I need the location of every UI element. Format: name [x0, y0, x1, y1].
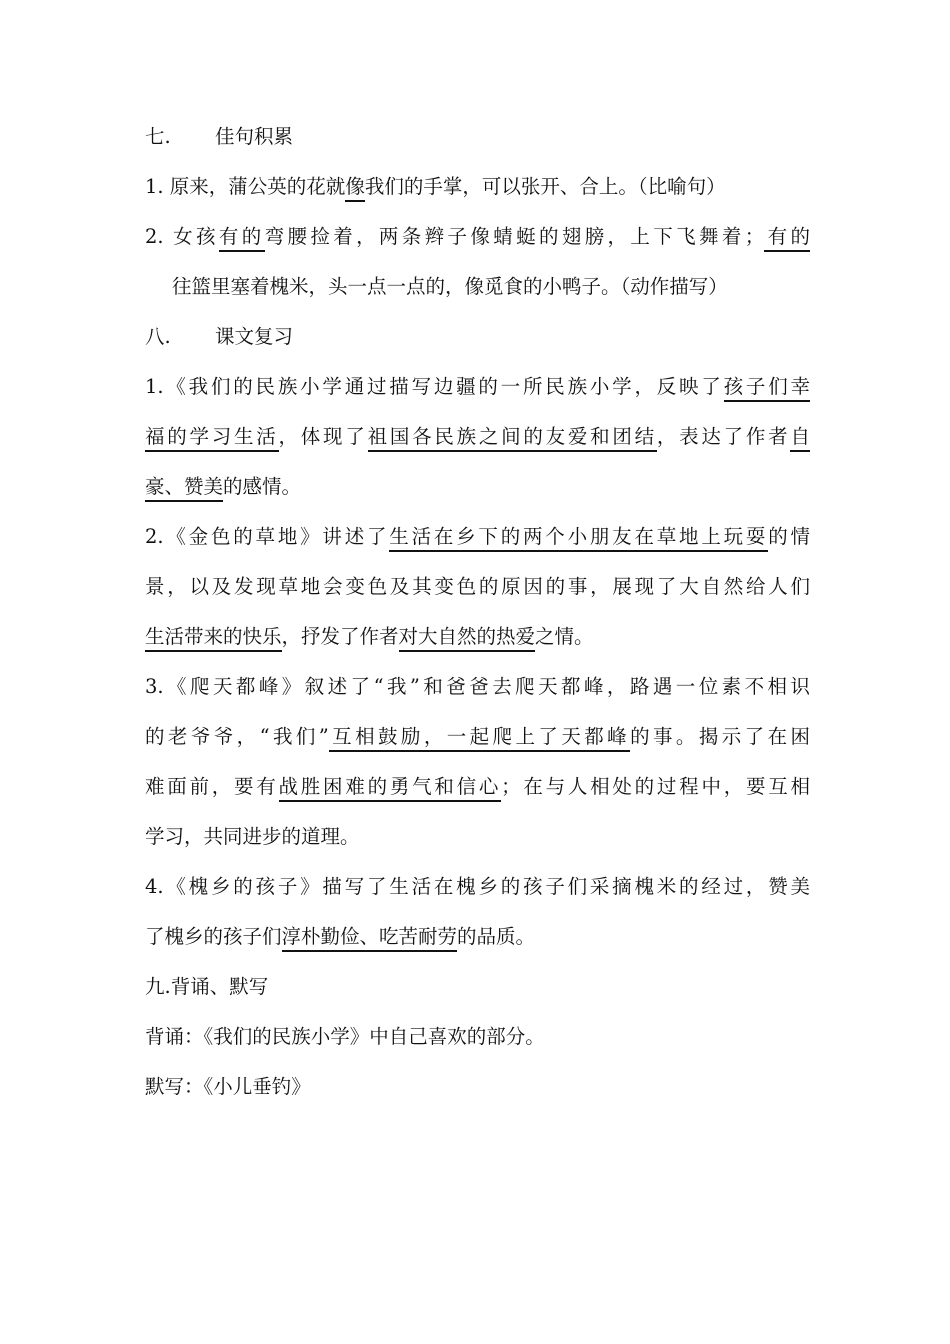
section-title: 课文复习 — [215, 325, 294, 348]
underlined-text: 豪、赞美 — [145, 475, 223, 502]
text: 1.《我们的民族小学通过描写边疆的一所民族小学，反映了 — [145, 375, 724, 398]
review-4-line-2 — [145, 912, 810, 962]
text: 的老爷爷，“我们” — [145, 725, 329, 748]
underlined-text: 有的 — [219, 225, 265, 252]
sentence-1 — [145, 162, 810, 212]
text: ，表达了作者 — [656, 425, 791, 448]
document-page — [145, 112, 810, 1112]
underlined-text: 像 — [345, 175, 365, 202]
text: 之情。 — [535, 625, 594, 648]
underlined-text: 自 — [790, 425, 810, 452]
text: 难面前，要有 — [145, 775, 279, 798]
text: 背诵：《我们的民族小学》中自己喜欢的部分。 — [145, 1025, 545, 1048]
underlined-text: 祖国各民族之间的友爱和团结 — [368, 425, 657, 452]
review-2-line-1 — [145, 512, 810, 562]
text: 的品质。 — [457, 925, 536, 948]
text: 2.《金色的草地》讲述了 — [145, 525, 390, 548]
text: ，体现了 — [278, 425, 368, 448]
underlined-text: 生活在乡下的两个小朋友在草地上玩耍 — [389, 525, 768, 552]
underlined-text: 战胜困难的勇气和信心 — [279, 775, 502, 802]
text: 的感情。 — [223, 475, 302, 498]
sentence-2-line-2 — [145, 262, 810, 312]
text: 的情 — [768, 525, 810, 548]
review-1-line-3 — [145, 462, 810, 512]
underlined-text: 互相鼓励，一起爬上了天都峰 — [329, 725, 630, 752]
section-number: 八. — [145, 325, 171, 348]
text: 我们的手掌，可以张开、合上。（比喻句） — [364, 175, 726, 198]
text: 2. 女孩 — [145, 225, 219, 248]
text: 弯腰捡着，两条辫子像蜻蜓的翅膀，上下飞舞着； — [264, 225, 765, 248]
section-7-heading — [145, 112, 810, 162]
review-3-line-2 — [145, 712, 810, 762]
text: 默写：《小儿垂钓》 — [145, 1075, 311, 1098]
text: 4.《槐乡的孩子》描写了生活在槐乡的孩子们采摘槐米的经过，赞美 — [145, 875, 810, 898]
text: 1. 原来，蒲公英的花就 — [145, 175, 346, 198]
review-2-line-3 — [145, 612, 810, 662]
section-title: 九.背诵、默写 — [145, 975, 269, 998]
review-3-line-4 — [145, 812, 810, 862]
dictation-line — [145, 1062, 810, 1112]
text: 了槐乡的孩子们 — [145, 925, 282, 948]
text: ；在与人相处的过程中，要互相 — [501, 775, 810, 798]
text: 景，以及发现草地会变色及其变色的原因的事，展现了大自然给人们 — [145, 575, 810, 598]
underlined-text: 有的 — [764, 225, 810, 252]
section-number: 七. — [145, 125, 171, 148]
text: 往篮里塞着槐米，头一点一点的，像觅食的小鸭子。（动作描写） — [172, 275, 728, 298]
text: 学习，共同进步的道理。 — [145, 825, 360, 848]
section-title: 佳句积累 — [215, 125, 294, 148]
underlined-text: 孩子们幸 — [724, 375, 810, 402]
underlined-text: 淳朴勤俭、吃苦耐劳 — [282, 925, 458, 952]
review-4-line-1 — [145, 862, 810, 912]
section-8-heading — [145, 312, 810, 362]
recite-line — [145, 1012, 810, 1062]
sentence-2-line-1 — [145, 212, 810, 262]
underlined-text: 对大自然的热爱 — [399, 625, 536, 652]
review-3-line-3 — [145, 762, 810, 812]
review-2-line-2 — [145, 562, 810, 612]
underlined-text: 生活带来的快乐 — [145, 625, 282, 652]
text: 的事。揭示了在困 — [630, 725, 810, 748]
review-1-line-2 — [145, 412, 810, 462]
review-3-line-1 — [145, 662, 810, 712]
text: ，抒发了作者 — [281, 625, 399, 648]
text: 3.《爬天都峰》叙述了“我”和爸爸去爬天都峰，路遇一位素不相识 — [145, 675, 810, 698]
review-1-line-1 — [145, 362, 810, 412]
underlined-text: 福的学习生活 — [145, 425, 279, 452]
section-9-heading — [145, 962, 810, 1012]
